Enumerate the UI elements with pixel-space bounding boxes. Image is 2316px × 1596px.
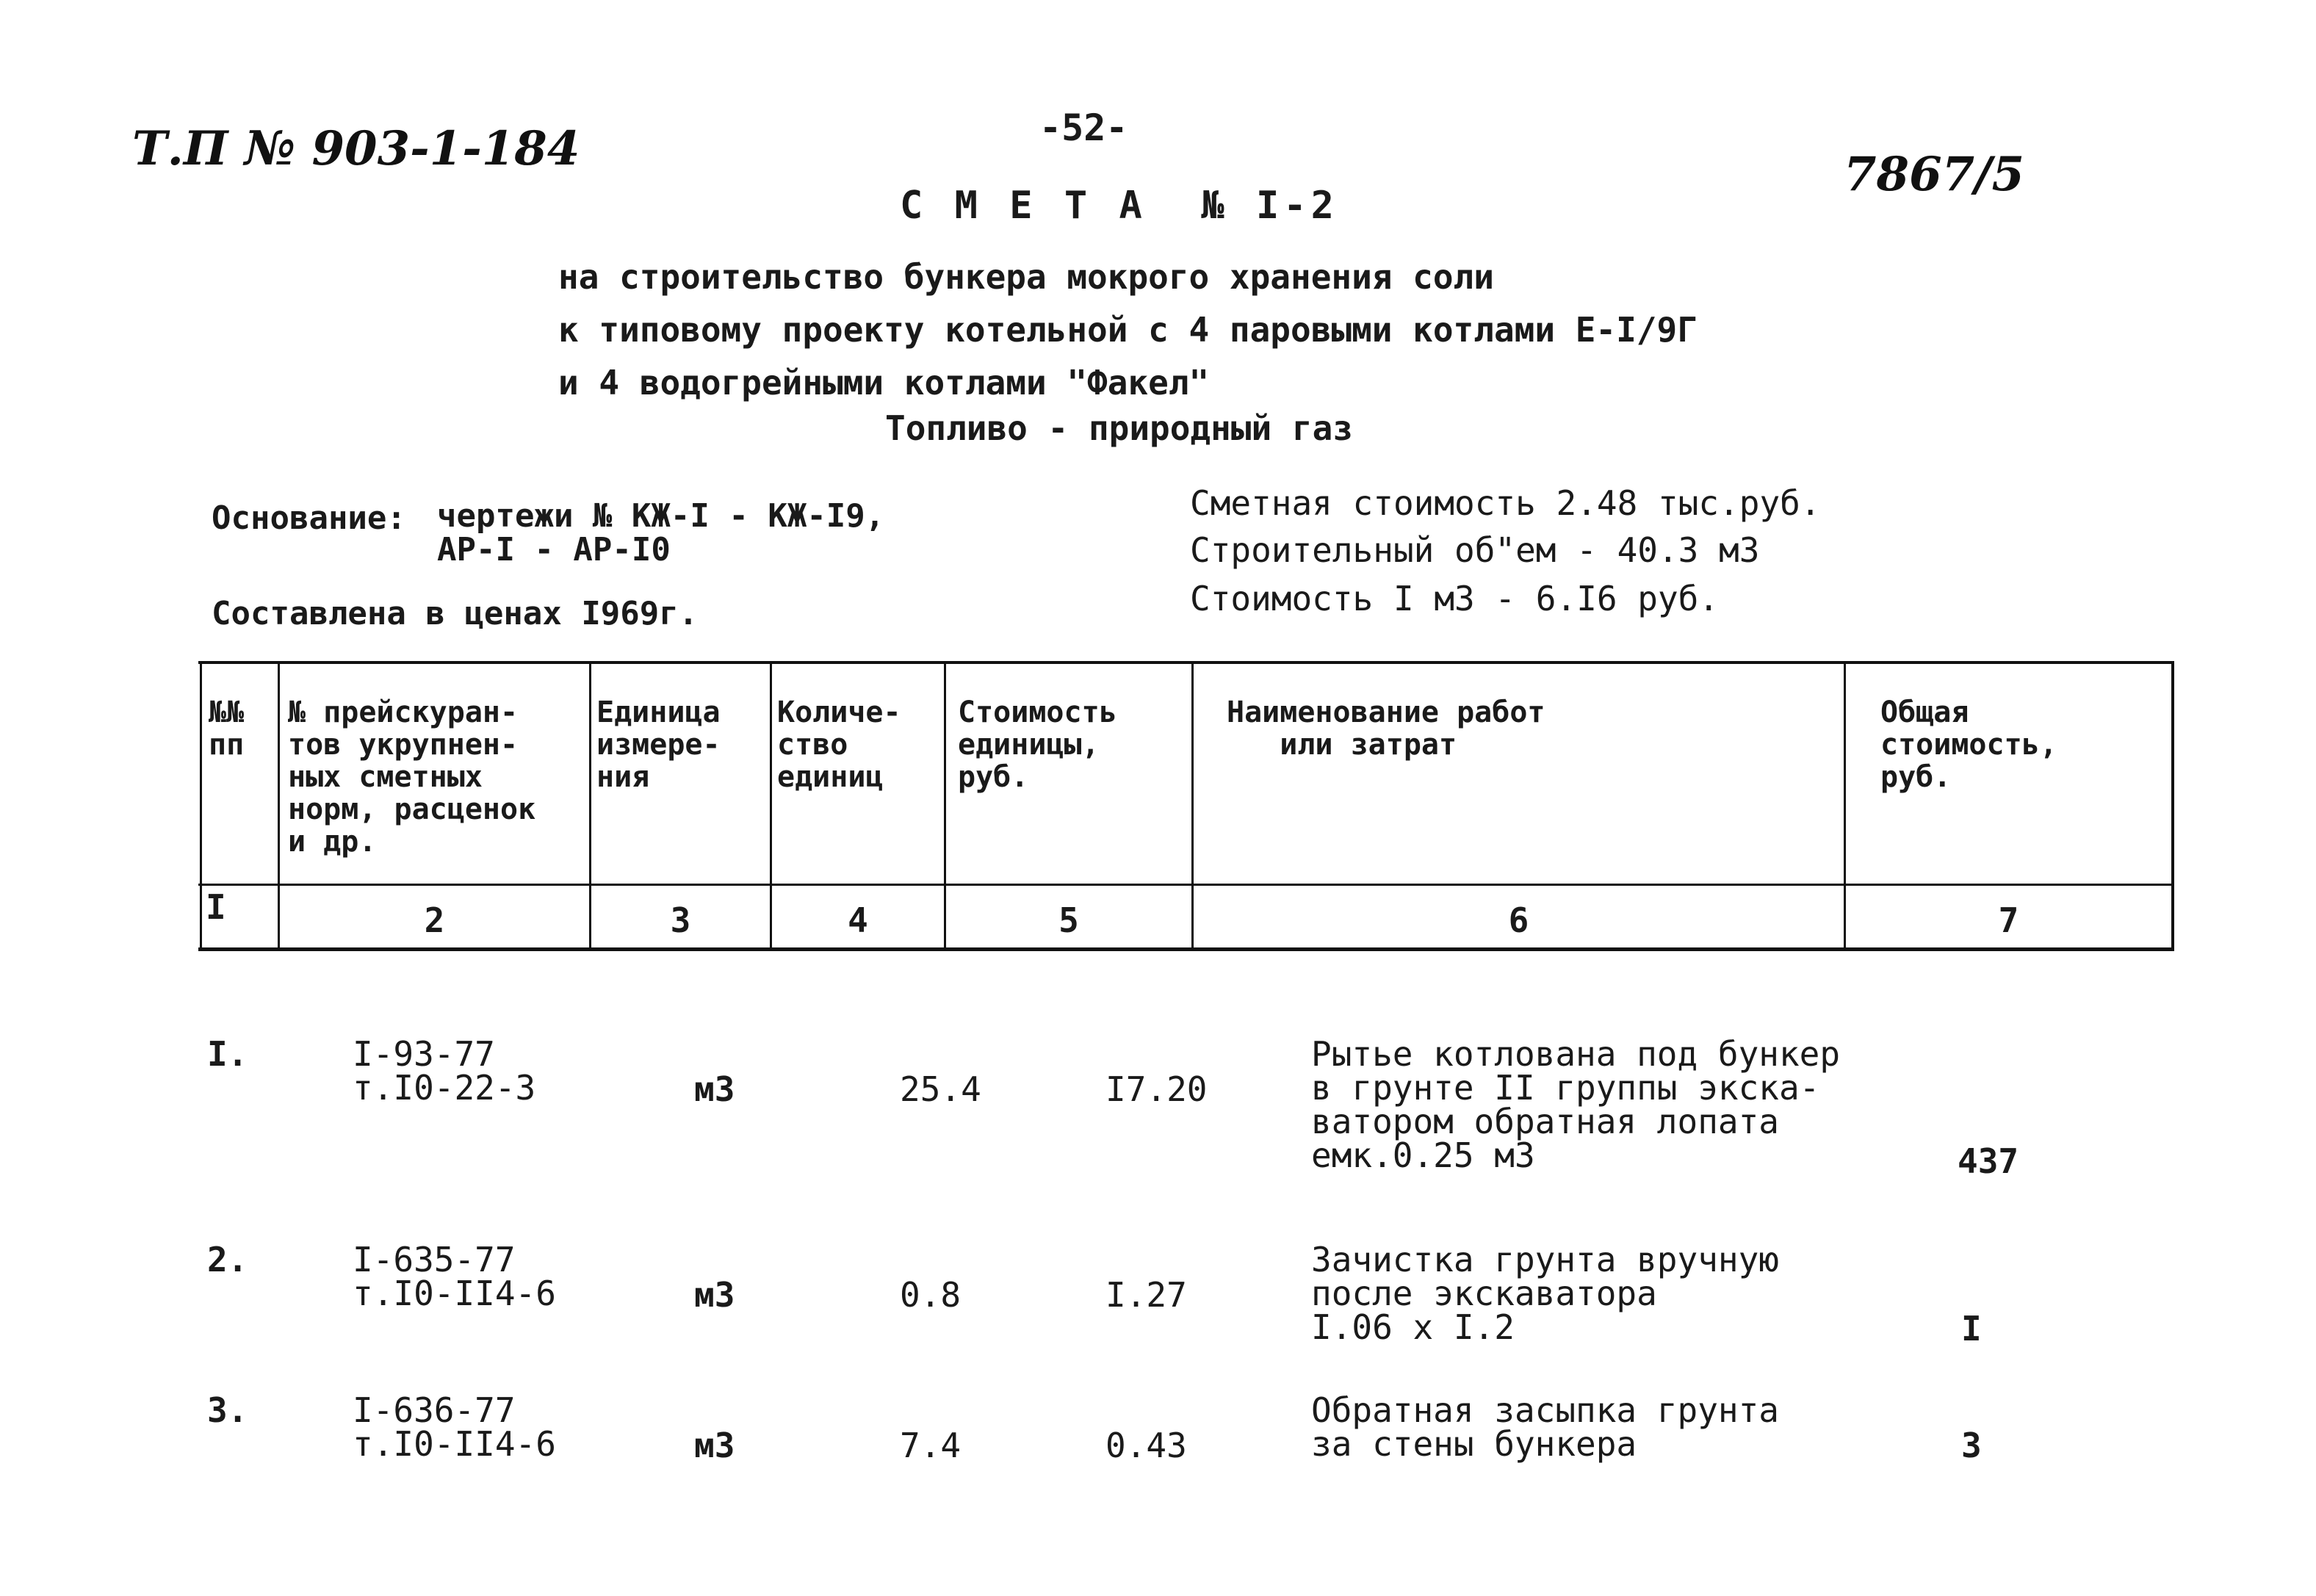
row-unit: м3 — [694, 1069, 735, 1109]
row-description: Зачистка грунта вручную после экскаватора I.06 x I.2 — [1311, 1240, 1779, 1347]
row-number: 2. — [207, 1240, 248, 1279]
row-description: Рытье котлована под бункер в грунте II группы экска- ватором обратная лопата емк.0.25 м3 — [1311, 1034, 1841, 1175]
project-stamp: Т.П № 903-1-184 — [132, 121, 580, 176]
header-unit-price: Стоимость единицы, руб. — [958, 696, 1117, 794]
basis-label: Основание: — [212, 499, 406, 537]
header-unit: Единица измере- ния — [596, 696, 721, 794]
column-number: 2 — [424, 900, 445, 940]
row-number: I. — [207, 1034, 248, 1074]
row-number: 3. — [207, 1390, 248, 1430]
row-unit: м3 — [694, 1426, 735, 1465]
prices-note: Составлена в ценах I969г. — [212, 595, 699, 632]
inventory-stamp: 7867/5 — [1844, 147, 2025, 202]
column-number: I — [206, 887, 226, 927]
row-reference: I-93-77 т.I0-22-3 — [353, 1034, 536, 1108]
table-bottom-border — [198, 947, 2174, 951]
document-title: С М Е Т А № I-2 — [900, 184, 1338, 228]
header-total: Общая стоимость, руб. — [1880, 696, 2057, 794]
row-quantity: 25.4 — [900, 1069, 981, 1109]
row-quantity: 0.8 — [900, 1275, 962, 1315]
row-unit-price: 0.43 — [1105, 1426, 1187, 1465]
row-unit-price: I.27 — [1105, 1275, 1187, 1315]
summary-volume: Строительный об"ем - 40.3 м3 — [1190, 530, 1760, 570]
table-mid-border — [198, 884, 2174, 886]
table-row — [0, 1036, 2316, 1227]
basis-text: чертежи № КЖ-I - КЖ-I9, АР-I - АР-I0 — [437, 497, 885, 568]
row-reference: I-635-77 т.I0-II4-6 — [353, 1240, 556, 1313]
subtitle-line-1: на строительство бункера мокрого хранения соли — [558, 257, 1494, 297]
summary-unit-cost: Стоимость I м3 - 6.I6 руб. — [1190, 579, 1720, 618]
header-quantity: Количе- ство единиц — [777, 696, 901, 794]
header-reference: № прейскуран- тов укрупнен- ных сметных норм, расценок и др. — [288, 696, 536, 859]
header-description: Наименование работ или затрат — [1227, 696, 1545, 762]
row-total: 3 — [1961, 1426, 1982, 1465]
table-vline — [2171, 661, 2174, 949]
row-unit: м3 — [694, 1275, 735, 1315]
row-unit-price: I7.20 — [1105, 1069, 1208, 1109]
table-vline — [200, 661, 202, 949]
table-top-border — [198, 661, 2174, 664]
row-description: Обратная засыпка грунта за стены бункера — [1311, 1390, 1779, 1464]
table-row — [0, 1392, 2316, 1583]
row-quantity: 7.4 — [900, 1426, 962, 1465]
fuel-line: Топливо - природный газ — [885, 408, 1353, 448]
column-number: 6 — [1508, 900, 1529, 940]
column-number: 3 — [670, 900, 691, 940]
row-total: 437 — [1958, 1141, 2019, 1181]
summary-cost: Сметная стоимость 2.48 тыс.руб. — [1190, 483, 1821, 523]
column-number: 5 — [1058, 900, 1079, 940]
page-number: -52- — [1039, 106, 1128, 149]
row-reference: I-636-77 т.I0-II4-6 — [353, 1390, 556, 1464]
column-number: 7 — [1998, 900, 2019, 940]
subtitle-line-3: и 4 водогрейными котлами "Факел" — [558, 363, 1210, 402]
subtitle-line-2: к типовому проекту котельной с 4 паровыми котлами Е-I/9Г — [558, 310, 1698, 350]
row-total: I — [1961, 1309, 1982, 1348]
header-no: №№ пп — [209, 696, 245, 762]
column-number: 4 — [848, 900, 868, 940]
